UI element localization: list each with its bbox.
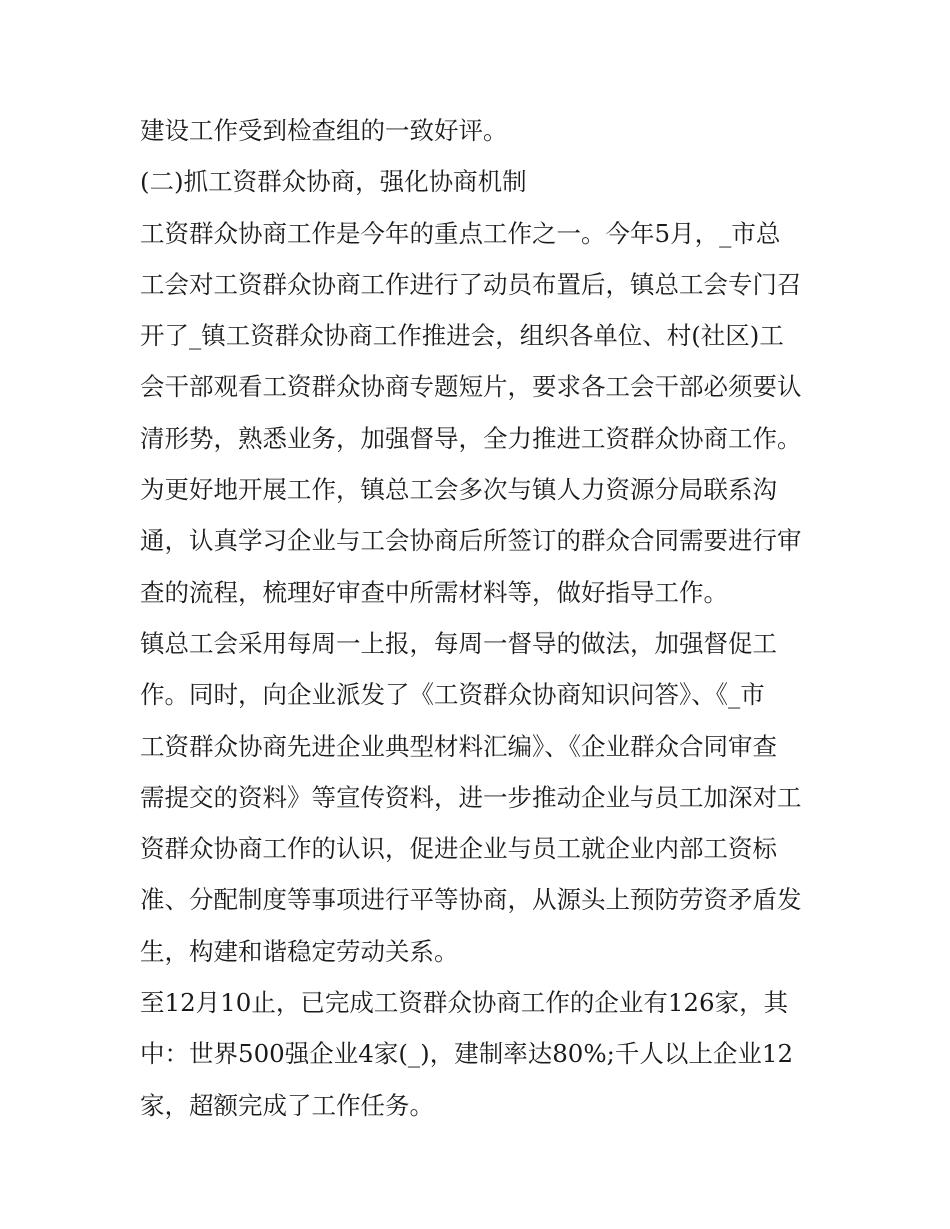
text-line: 建设工作受到检查组的一致好评。 (140, 116, 508, 145)
text-line: 镇总工会采用每周一上报，每周一督导的做法，加强督促工 (140, 628, 777, 658)
text-line: 会干部观看工资群众协商专题短片，要求各工会干部必须要认 (140, 372, 802, 402)
text-line: 工资群众协商工作是今年的重点工作之一。今年5月，_市总 (140, 218, 781, 248)
text-line: 开了_镇工资群众协商工作推进会，组织各单位、村(社区)工 (140, 321, 784, 351)
text-line: 作。同时，向企业派发了《工资群众协商知识问答》、《_市 (140, 680, 765, 710)
text-line: 工会对工资群众协商工作进行了动员布置后，镇总工会专门召 (140, 269, 802, 299)
text-line: 为更好地开展工作，镇总工会多次与镇人力资源分局联系沟 (140, 475, 777, 505)
text-line: 至12月10止，已完成工资群众协商工作的企业有126家，其 (140, 988, 789, 1018)
section-heading: (二)抓工资群众协商，强化协商机制 (140, 167, 527, 197)
text-line: 准、分配制度等事项进行平等协商，从源头上预防劳资矛盾发 (140, 885, 802, 915)
text-line: 生，构建和谐稳定劳动关系。 (140, 936, 459, 966)
text-line: 清形势，熟悉业务，加强督导，全力推进工资群众协商工作。 (140, 423, 802, 453)
text-line: 需提交的资料》等宣传资料，进一步推动企业与员工加深对工 (140, 782, 802, 812)
text-line: 中：世界500强企业4家(_)，建制率达80%;千人以上企业12 (140, 1039, 794, 1069)
text-line: 资群众协商工作的认识，促进企业与员工就企业内部工资标 (140, 834, 777, 864)
text-line: 查的流程，梳理好审查中所需材料等，做好指导工作。 (140, 577, 728, 607)
text-line: 工资群众协商先进企业典型材料汇编》、《企业群众合同审查 (140, 731, 777, 761)
text-line: 家，超额完成了工作任务。 (140, 1090, 434, 1120)
text-line: 通，认真学习企业与工会协商后所签订的群众合同需要进行审 (140, 526, 802, 556)
document-body (140, 105, 820, 1131)
